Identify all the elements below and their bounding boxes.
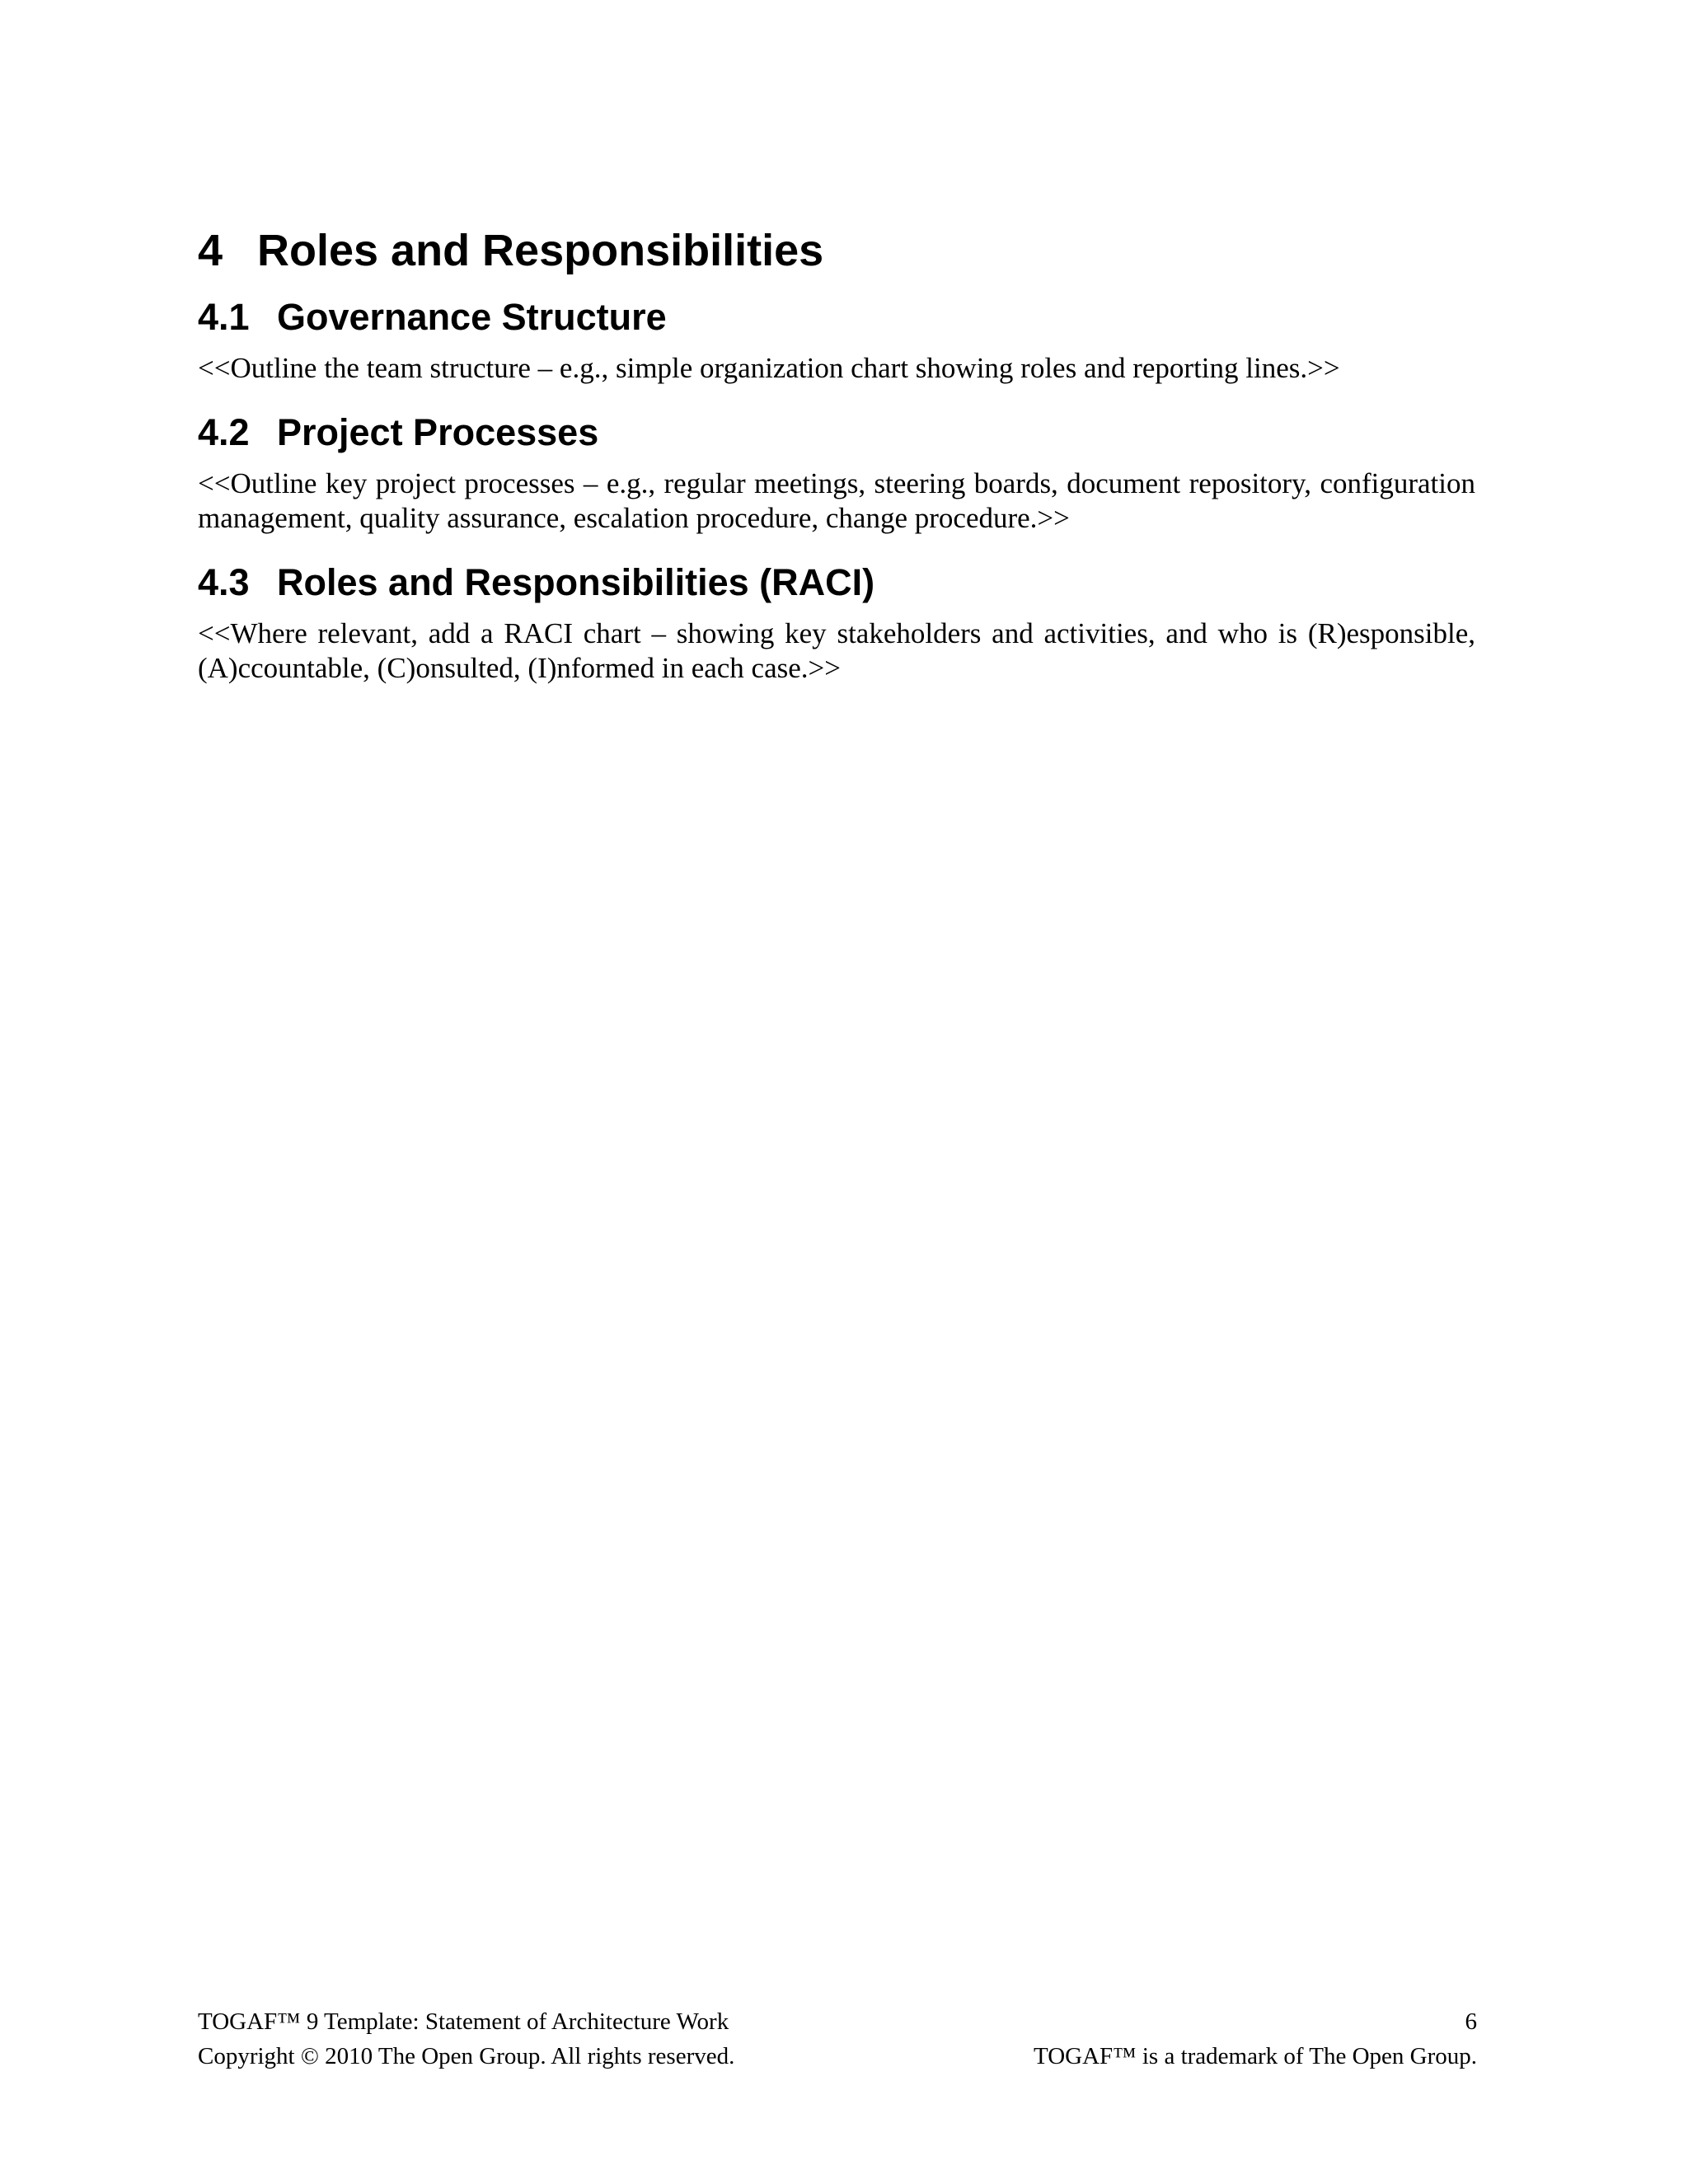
footer-page-number: 6 <box>1465 2008 1477 2035</box>
subsection-paragraph-processes: <<Outline key project processes – e.g., regular meetings, steering boards, document repository, configuration management, quality assurance, escalation procedure, change procedure.>> <box>198 467 1475 534</box>
subsection-number: 4.2 <box>198 411 250 453</box>
section-title: Roles and Responsibilities <box>257 226 824 275</box>
footer-document-title: TOGAF™ 9 Template: Statement of Architecture Work <box>198 2008 729 2035</box>
subsection-heading-processes <box>198 410 1475 455</box>
section-heading <box>198 224 1475 277</box>
subsection-title: Governance Structure <box>277 296 667 338</box>
subsection-heading-raci <box>198 560 1475 605</box>
subsection-title: Roles and Responsibilities (RACI) <box>277 561 875 603</box>
footer-trademark: TOGAF™ is a trademark of The Open Group. <box>1034 2043 1477 2069</box>
section-number: 4 <box>198 226 223 275</box>
subsection-paragraph-governance: <<Outline the team structure – e.g., simple organization chart showing roles and reporting lines.>> <box>198 352 1340 384</box>
footer-bottom-row <box>198 2039 1477 2074</box>
subsection-paragraph-raci: <<Where relevant, add a RACI chart – showing key stakeholders and activities, and who is (R)esponsible, (A)ccountable, (C)onsulted, (I)nformed in each case.>> <box>198 617 1475 684</box>
subsection-title: Project Processes <box>277 411 599 453</box>
subsection-number: 4.1 <box>198 296 250 338</box>
page-content <box>198 224 1475 710</box>
footer-top-row <box>198 2004 1477 2039</box>
footer-copyright: Copyright © 2010 The Open Group. All rights reserved. <box>198 2043 735 2069</box>
subsection-heading-governance <box>198 295 1475 340</box>
subsection-number: 4.3 <box>198 561 250 603</box>
